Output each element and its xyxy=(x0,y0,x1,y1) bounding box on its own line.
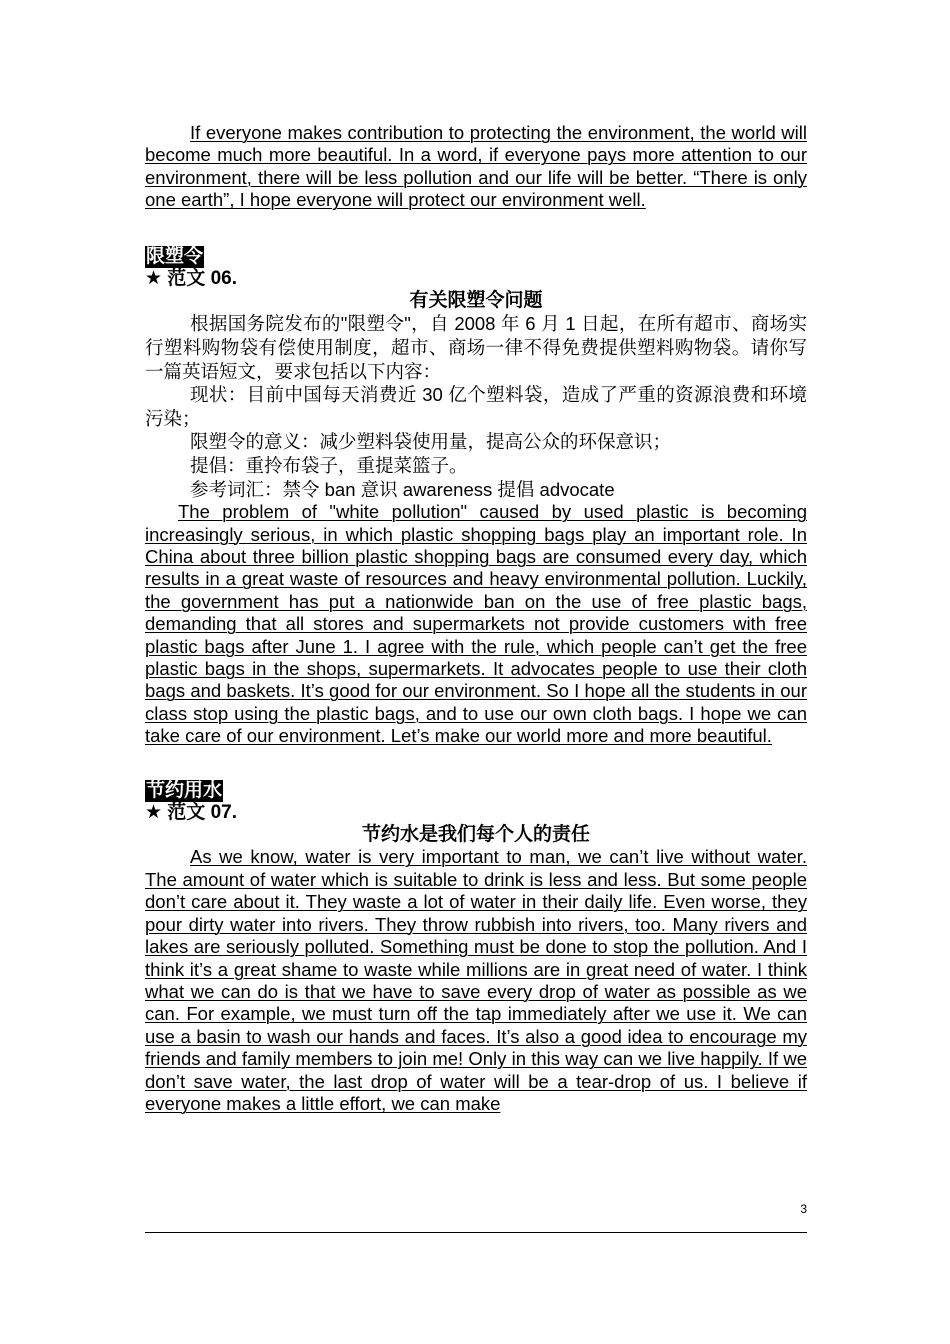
vocabulary-line: 参考词汇：禁令 ban 意识 awareness 提倡 advocate xyxy=(190,478,615,500)
section-label: 节约用水 xyxy=(146,779,223,801)
section-water xyxy=(145,780,807,1116)
prompt-paragraph: 根据国务院发布的"限塑令"，自 2008 年 6 月 1 日起，在所有超市、商场实行塑料购物袋有偿使用制度，超市、商场一律不得免费提供塑料购物袋。请你写一篇英语短文，要求包括以下内容： xyxy=(145,313,807,382)
sample-number: ★ 范文 06. xyxy=(145,267,238,289)
prompt-paragraph: 限塑令的意义：减少塑料袋使用量，提高公众的环保意识； xyxy=(190,431,672,453)
section-restriction xyxy=(145,246,807,748)
spacer xyxy=(145,748,807,780)
sample-number: ★ 范文 07. xyxy=(145,801,238,823)
essay-body: The problem of "white pollution" caused by used plastic is becoming increasingly serious, in which plastic shopping bags play an important role. In China about three billion plastic shopping bags are consumed every day, which results in a great waste of resources and heavy environmental pollution. Luckily, the government has put a nationwide ban on the use of free plastic bags, demanding that all stores and supermarkets not provide customers with free plastic bags after June 1. I agree with the rule, which people can’t get the free plastic bags in the shops, supermarkets. It advocates people to use their cloth bags and baskets. It’s good for our environment. So I hope all the students in our class stop using the plastic bags, and to use our own cloth bags. I hope we can take care of our environment. Let’s make our world more and more beautiful. xyxy=(145,501,807,747)
intro-paragraph: If everyone makes contribution to protecting the environment, the world will become much more beautiful. In a word, if everyone pays more attention to our environment, there will be less pollution and our life will be better. “There is only one earth”, I hope everyone will protect our environment well. xyxy=(145,122,807,211)
page-number: 3 xyxy=(800,1202,807,1216)
spacer xyxy=(145,212,807,234)
essay-title: 有关限塑令问题 xyxy=(409,290,543,312)
footer-rule xyxy=(145,1232,807,1233)
section-label: 限塑令 xyxy=(146,245,204,267)
prompt-paragraph: 提倡：重拎布袋子，重提菜篮子。 xyxy=(190,455,468,476)
spacer xyxy=(145,234,807,246)
page-content xyxy=(145,122,807,1115)
essay-body: As we know, water is very important to man, we can’t live without water. The amount of water which is suitable to drink is less and less. But some people don’t care about it. They waste a lot of water in their daily life. Even worse, they pour dirty water into rivers. They throw rubbish into rivers, too. Many rivers and lakes are seriously polluted. Something must be done to stop the pollution. And I think it’s a great shame to waste while millions are in great need of water. I think what we can do is that we have to save every drop of water as possible as we can. For example, we must turn off the tap immediately after we use it. We can use a basin to wash our hands and faces. It’s also a good idea to encourage my friends and family members to join me! Only in this way can we live happily. If we don’t save water, the last drop of water will be a tear-drop of us. I believe if everyone makes a little effort, we can make xyxy=(145,846,807,1114)
essay-title: 节约水是我们每个人的责任 xyxy=(361,824,590,846)
prompt-paragraph: 现状：目前中国每天消费近 30 亿个塑料袋，造成了严重的资源浪费和环境污染； xyxy=(145,384,807,429)
